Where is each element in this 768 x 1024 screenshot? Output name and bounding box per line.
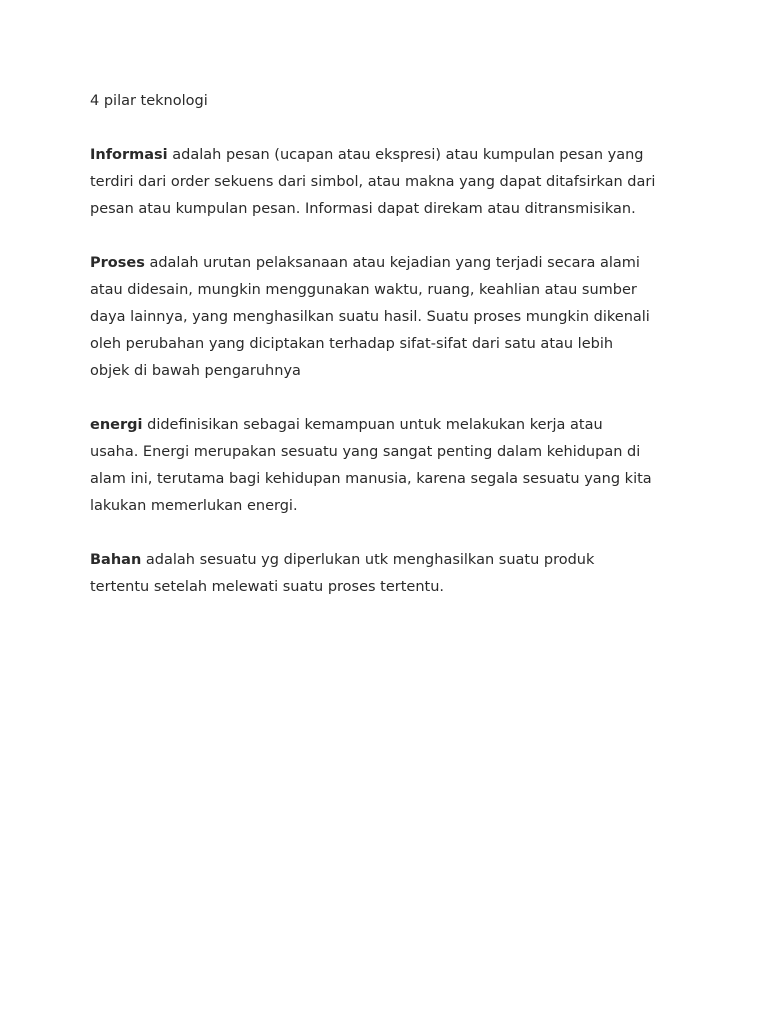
paragraph-line <box>90 250 690 277</box>
document-page <box>90 88 690 628</box>
paragraph-line: pesan atau kumpulan pesan. Informasi dapat direkam atau ditransmisikan. <box>90 201 636 217</box>
paragraph-text: adalah urutan pelaksanaan atau kejadian yang terjadi secara alami <box>144 255 640 271</box>
term-bahan: Bahan <box>90 552 142 568</box>
paragraph-line <box>90 142 690 169</box>
paragraph-line <box>90 412 690 439</box>
paragraph-line: terdiri dari order sekuens dari simbol, atau makna yang dapat ditafsirkan dari <box>90 174 656 190</box>
paragraph-line: tertentu setelah melewati suatu proses tertentu. <box>90 579 445 595</box>
paragraph-informasi <box>90 142 690 223</box>
term-proses: Proses <box>90 255 145 271</box>
paragraph-text: didefinisikan sebagai kemampuan untuk melakukan kerja atau <box>142 417 603 433</box>
paragraph-bahan <box>90 547 690 601</box>
paragraph-line: daya lainnya, yang menghasilkan suatu hasil. Suatu proses mungkin dikenali <box>90 309 650 325</box>
paragraph-line: objek di bawah pengaruhnya <box>90 363 301 379</box>
paragraph-line <box>90 547 690 574</box>
paragraph-line: lakukan memerlukan energi. <box>90 498 298 514</box>
paragraph-line: atau didesain, mungkin menggunakan waktu, ruang, keahlian atau sumber <box>90 282 637 298</box>
paragraph-text: adalah sesuatu yg diperlukan utk menghasilkan suatu produk <box>141 552 595 568</box>
term-energi: energi <box>90 417 143 433</box>
paragraph-proses <box>90 250 690 385</box>
paragraph-line: usaha. Energi merupakan sesuatu yang sangat penting dalam kehidupan di <box>90 444 641 460</box>
paragraph-energi <box>90 412 690 520</box>
paragraph-line: oleh perubahan yang diciptakan terhadap sifat-sifat dari satu atau lebih <box>90 336 614 352</box>
paragraph-line: alam ini, terutama bagi kehidupan manusia, karena segala sesuatu yang kita <box>90 471 652 487</box>
document-title: 4 pilar teknologi <box>90 93 208 109</box>
paragraph-text: adalah pesan (ucapan atau ekspresi) atau kumpulan pesan yang <box>167 147 644 163</box>
term-informasi: Informasi <box>90 147 168 163</box>
